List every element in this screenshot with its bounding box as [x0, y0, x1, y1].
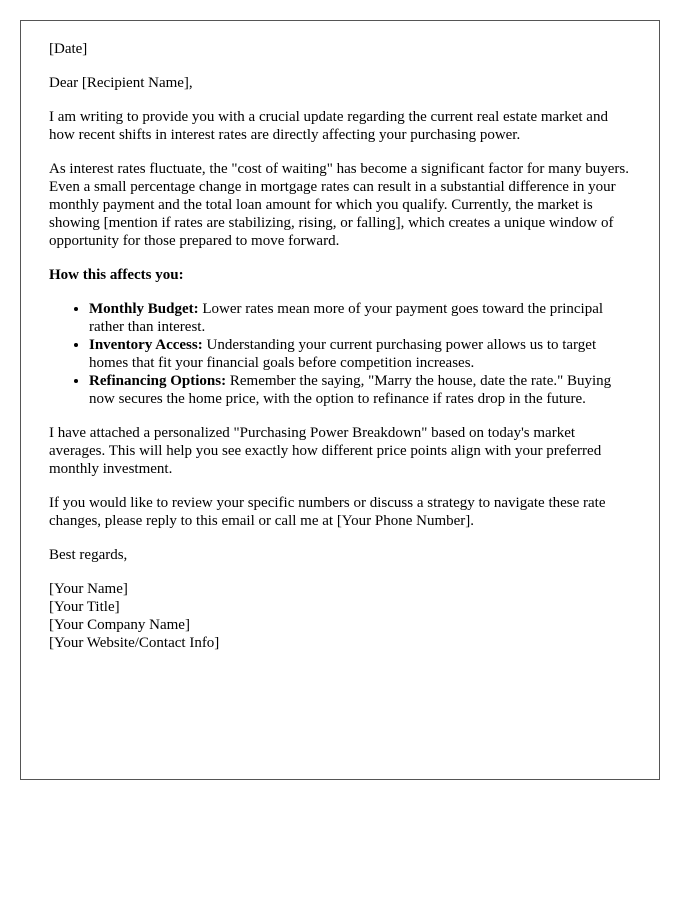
list-item-text: Remember the saying, "Marry the house, date the rate." Buying now secures the home price, with the option to refinance if rates drop in the future. [89, 373, 612, 407]
signature-title: [Your Title] [49, 599, 120, 615]
list-item-inventory-access [89, 336, 631, 372]
signature-contact: [Your Website/Contact Info] [49, 635, 220, 651]
body-paragraph-rates: As interest rates fluctuate, the "cost of waiting" has become a significant factor for many buyers. Even a small percentage change in mortgage rates can result in a substantial difference in your monthly payment and the total loan amount for which you qualify. Currently, the market is showing [mention if rates are stabilizing, rising, or falling], which creates a unique window of opportunity for those prepared to move forward. [49, 161, 629, 249]
body-paragraph-attachment: I have attached a personalized "Purchasing Power Breakdown" based on today's market averages. This will help you see exactly how different price points align with your preferred monthly investment. [49, 425, 602, 477]
closing: Best regards, [49, 547, 128, 563]
list-item-term: Inventory Access: [89, 337, 203, 353]
list-item-refinancing-options [89, 372, 631, 408]
impact-list [49, 300, 631, 408]
intro-paragraph: I am writing to provide you with a crucial update regarding the current real estate market and how recent shifts in interest rates are directly affecting your purchasing power. [49, 109, 608, 143]
signature-company: [Your Company Name] [49, 617, 190, 633]
letter-page [20, 20, 660, 780]
list-item-text: Lower rates mean more of your payment goes toward the principal rather than interest. [89, 301, 604, 335]
list-item-term: Refinancing Options: [89, 373, 227, 389]
body-paragraph-contact: If you would like to review your specific numbers or discuss a strategy to navigate these rate changes, please reply to this email or call me at [Your Phone Number]. [49, 495, 606, 529]
list-item-monthly-budget [89, 300, 631, 336]
signature-name: [Your Name] [49, 581, 128, 597]
salutation: Dear [Recipient Name], [49, 75, 193, 91]
signature-block [49, 580, 631, 652]
list-item-text: Understanding your current purchasing power allows us to target homes that fit your financial goals before competition increases. [89, 337, 597, 371]
list-item-term: Monthly Budget: [89, 301, 199, 317]
section-heading: How this affects you: [49, 267, 184, 283]
letter-date: [Date] [49, 41, 88, 57]
